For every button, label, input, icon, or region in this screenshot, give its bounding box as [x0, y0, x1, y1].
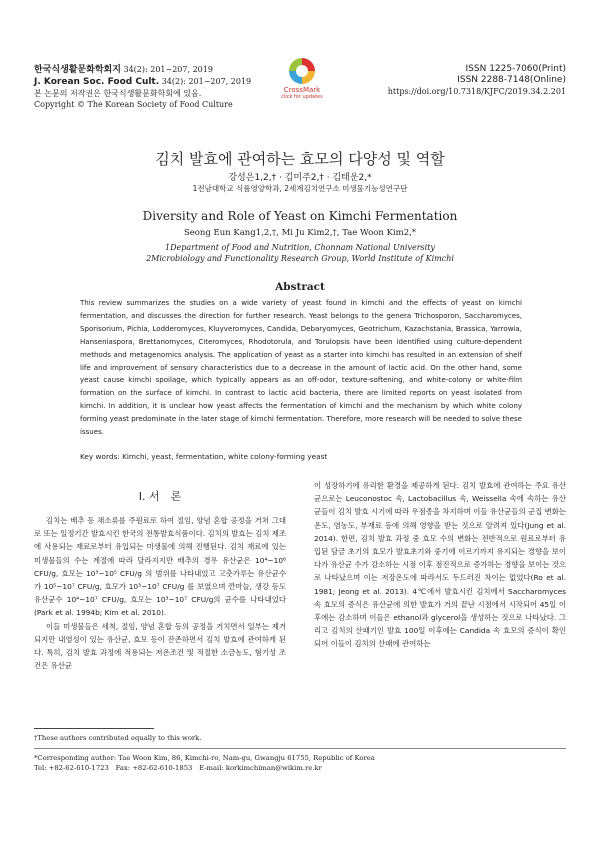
keywords — [80, 452, 522, 461]
crossmark-icon — [289, 58, 315, 84]
keywords-list: Kimchi, yeast, fermentation, white colony-forming yeast — [122, 452, 328, 461]
issn-block — [386, 64, 566, 97]
journal-issue-en: 34(2): 201−207, 2019 — [159, 77, 252, 86]
corresponding-address: *Corresponding author: Tae Woon Kim, 86, Kimchi-ro, Nam-gu, Gwangju 61755, Republic of Korea — [34, 754, 375, 762]
footnote-divider — [34, 728, 154, 729]
footnote-divider-2 — [34, 748, 566, 749]
title-english: Diversity and Role of Yeast on Kimchi Fermentation — [142, 209, 458, 223]
crossmark-label: CrossMark — [283, 86, 321, 94]
affiliation-1: 1Department of Food and Nutrition, Chonnam National University — [165, 243, 435, 252]
affiliations-english — [0, 242, 600, 264]
copyright-en: Copyright © The Korean Society of Food Culture — [34, 100, 233, 109]
journal-name-en: J. Korean Soc. Food Cult. — [34, 77, 160, 87]
footnote-equal-contribution: †These authors contributed equally to this work. — [34, 734, 202, 742]
journal-header — [34, 64, 294, 110]
doi-link[interactable]: https://doi.org/10.7318/KJFC/2019.34.2.201 — [387, 87, 566, 96]
paragraph: 김치는 배추 등 채소류를 주원료로 하여 절임, 양념 혼합 공정을 거쳐 그대로 또는 일정기간 발효시킨 한국의 전통발효식품이다. 김치의 발효는 김치 제조에 사용되는 재료로부터 유입되는 미생물에 의해 진행된다. 김치 재료에 있는 미생물들의 수는 계절에 따라 달라지지만 배추의 경우 유산균은 10⁴~10⁶ CFU/g, 효모는 10³~10⁵ CFU/g 의 범위를 나타내었고 고춧가루는 유산균수가 10⁵~10⁷ CFU/g, 효모가 10³~10⁷ CFU/g 를 보였으며 깐마늘, 생강 등도 유산균수 10⁴~10⁷ CFU/g, 효모는 10³~10⁷ CFU/g의 균수를 나타내었다(Park et al. 1994b; Kim et al. 2010). — [34, 516, 286, 618]
section-heading-introduction: I. 서 론 — [138, 490, 182, 503]
affiliation-2: 2Microbiology and Functionality Research Group, World Institute of Kimchi — [146, 254, 454, 263]
authors-english: Seong Eun Kang1,2,†, Mi Ju Kim2,†, Tae Woon Kim2,* — [183, 228, 417, 238]
copyright-ko: 본 논문의 저작권은 한국식생활문화학회에 있음. — [34, 89, 202, 98]
keywords-label: Key words: — [80, 452, 123, 461]
issn-online: ISSN 2288-7148(Online) — [457, 75, 566, 85]
abstract-heading: Abstract — [275, 281, 325, 293]
crossmark-badge[interactable] — [272, 58, 332, 100]
abstract-body: This review summarizes the studies on a wide variety of yeast found in kimchi and the effects of yeast on kimchi fermentation, and discusses the direction for further research. Yeast belongs to the genera Trichosporon, Saccharomyces, Sporisorium, Pichia, Lodderomyces, Kluyveromyces, Candida, Debaryomyces, Geotrichum, Kazachstania, Brassica, Yarrowia, Hanseniaspora, Brettanomyces, Citeromyces, Rhodotorula, and Torulopsis have been identified using culture-dependent methods and metagenomics analysis. The application of yeast as a starter into kimchi has resulted in an extension of shelf life and improvement of sensory characteristics due to a decrease in the amount of lactic acid. On the other hand, some yeast cause kimchi spoilage, which typically appears as an off-odor, texture-softening, and white-colony or white-film formation on the surface of kimchi. In contrast to lactic acid bacteria, there are limited reports on yeast isolated from kimchi. In addition, it is unclear how yeast affects the fermentation of kimchi and the mechanism by which white colony forming yeast predominate in the later stage of kimchi fermentation. Therefore, more research will be needed to solve these issues. — [80, 298, 522, 437]
journal-issue-ko: 34(2): 201−207, 2019 — [120, 65, 213, 74]
crossmark-sub: click for updates — [281, 94, 323, 100]
body-column-left — [34, 514, 286, 672]
footnote-corresponding-author — [34, 753, 564, 773]
title-korean: 김치 발효에 관여하는 효모의 다양성 및 역할 — [155, 150, 445, 168]
issn-print: ISSN 1225-7060(Print) — [465, 64, 566, 74]
corresponding-contact: Tel: +82-62-610-1723 Fax: +82-62-610-1853 E-mail: korkimchiman@wikim.re.kr — [34, 764, 322, 772]
affiliations-korean: 1전남대학교 식품영양학과, 2세계김치연구소 미생물기능성연구단 — [192, 184, 408, 193]
paragraph: 이들 미생물들은 세척, 절임, 양념 혼합 등의 공정을 거치면서 일부는 제거되지만 내염성이 있는 유산균, 효모 등이 잔존하면서 김치 발효에 관여하게 된다. 특히, 김치 발효 과정에 적용되는 저온조건 및 적절한 소금농도, 혐기성 조건은 유산균 — [34, 621, 286, 671]
journal-name-ko: 한국식생활문화학회지 — [34, 65, 121, 75]
paragraph: 이 성장하기에 유리한 환경을 제공하게 된다. 김치 발효에 관여하는 주요 유산균으로는 Leuconostoc 속, Lactobacillus 속, Weissella 속에 속하는 유산균들이 김치 발효 시기에 따라 우점종을 차지하며 이들 유산균들의 군집 변화는 온도, 염농도, 부재료 등에 의해 영향을 받는 것으로 알려져 있다(Jung et al. 2014). 한편, 김치 발효 과정 중 효모 수의 변화는 전반적으로 원료로부터 유입된 담금 초기의 효모가 발효초기와 중기에 이르기까지 유지되는 경향을 보이다가 유산균 수가 감소하는 시점 이후 점진적으로 증가하는 경향을 보이는 것으로 나타났으며 이는 저장온도에 따라서도 두드러진 차이는 없었다(Ro et al. 1981; Jeong et al. 2013). 4℃에서 발효시킨 김치에서 Saccharomyces 속 효모의 증식은 유산균에 의한 발효가 거의 끝난 시점에서 시작되어 45일 이후에는 감소하며 이들은 ethanol과 glycerol을 생성하는 것으로 나타났다. 그리고 김치의 산패기인 발효 100일 이후에는 Candida 속 효모의 증식이 확인되어 이들이 김치의 산패에 관여하는 — [314, 481, 566, 649]
body-column-right — [314, 479, 566, 651]
authors-korean: 강성은1,2,† · 김미주2,† · 김태운2,* — [228, 173, 372, 183]
